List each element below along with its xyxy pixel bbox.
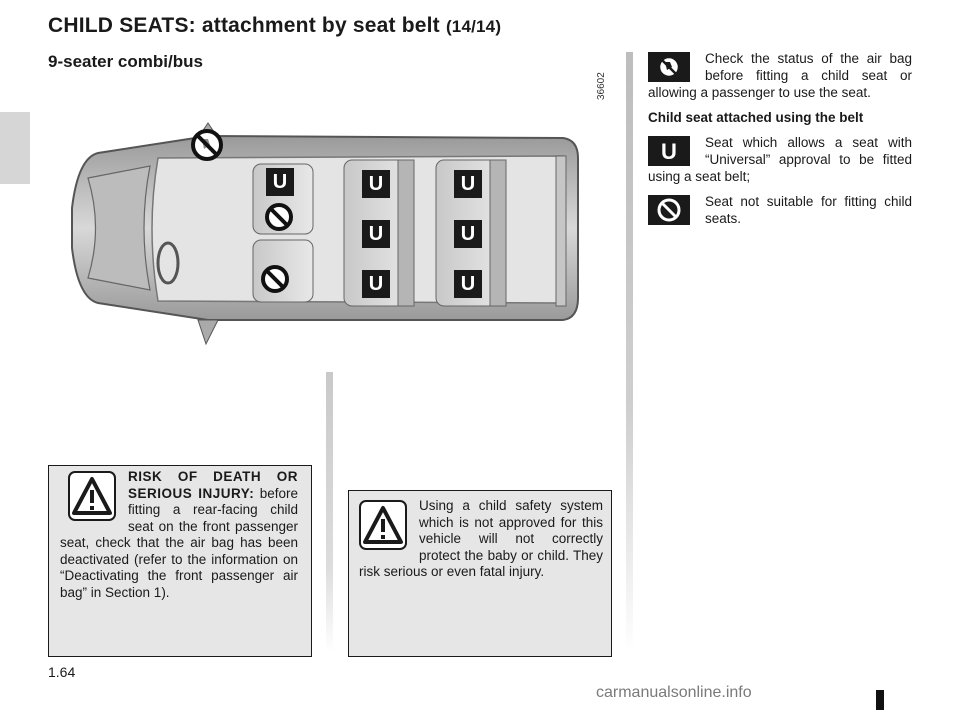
warning-box-risk (48, 465, 312, 657)
section-subtitle: 9-seater combi/bus (48, 52, 203, 71)
seat-mark: U (368, 272, 384, 295)
universal-letter: U (661, 138, 677, 164)
universal-seat-icon (454, 220, 482, 248)
warning-triangle-icon (359, 500, 407, 550)
legend-airbag-text: Check the status of the air bag before fitting a child seat or allowing a passenger to use the seat. (648, 51, 912, 100)
prohibited-icon (264, 202, 294, 232)
legend-airbag (648, 50, 912, 101)
universal-seat-icon (362, 220, 390, 248)
seat-mark: U (368, 172, 384, 195)
legend (648, 50, 912, 235)
no-airbag-child-seat-icon (190, 128, 224, 162)
column-divider-lower (326, 372, 333, 652)
seat-mark: U (368, 222, 384, 245)
prohibited-icon (648, 195, 690, 225)
corner-mark (876, 690, 884, 710)
universal-seat-icon (362, 270, 390, 298)
warning-risk-title: RISK OF DEATH OR SERIOUS INJURY: (128, 469, 298, 501)
seat-mark: U (460, 172, 476, 195)
watermark: carmanualsonline.info (596, 684, 752, 701)
vehicle-illustration (58, 98, 618, 360)
seat-mark: U (460, 222, 476, 245)
legend-heading: Child seat attached using the belt (648, 110, 864, 125)
warning-risk-body: before fitting a rear-facing child seat on the front passenger seat, check that the air bag has been deactivated (refer to the information on “Deactivating the front passenger air bag” in Section 1). (60, 485, 298, 600)
warning-system-text: Using a child safety system which is not approved for this vehicle will not correctly protect the baby or child. They risk serious or even fatal injury. (359, 498, 603, 579)
legend-universal-text: Seat which allows a seat with “Universal” approval to be fitted using a seat belt; (648, 135, 912, 184)
page-indicator: (14/14) (445, 17, 502, 36)
universal-seat-icon (454, 170, 482, 198)
column-divider (626, 52, 633, 652)
seat-mark: U (460, 272, 476, 295)
prohibited-icon (260, 264, 290, 294)
legend-not-suitable-text: Seat not suitable for fitting child seats. (705, 194, 912, 226)
page-number: 1.64 (48, 664, 76, 680)
legend-universal (648, 134, 912, 185)
warning-box-system (348, 490, 612, 657)
title-text: CHILD SEATS: attachment by seat belt (48, 14, 440, 37)
page-title (48, 14, 501, 38)
section-tab (0, 112, 30, 184)
universal-seat-icon (648, 136, 690, 166)
seat-mark: U (272, 170, 288, 193)
universal-seat-icon (362, 170, 390, 198)
universal-seat-icon (454, 270, 482, 298)
no-airbag-child-seat-icon (648, 52, 690, 82)
universal-seat-icon (266, 168, 294, 196)
figure-code: 36602 (596, 72, 607, 100)
warning-triangle-icon (68, 471, 116, 521)
legend-not-suitable (648, 193, 912, 227)
vehicle-top-view-figure (58, 98, 618, 360)
